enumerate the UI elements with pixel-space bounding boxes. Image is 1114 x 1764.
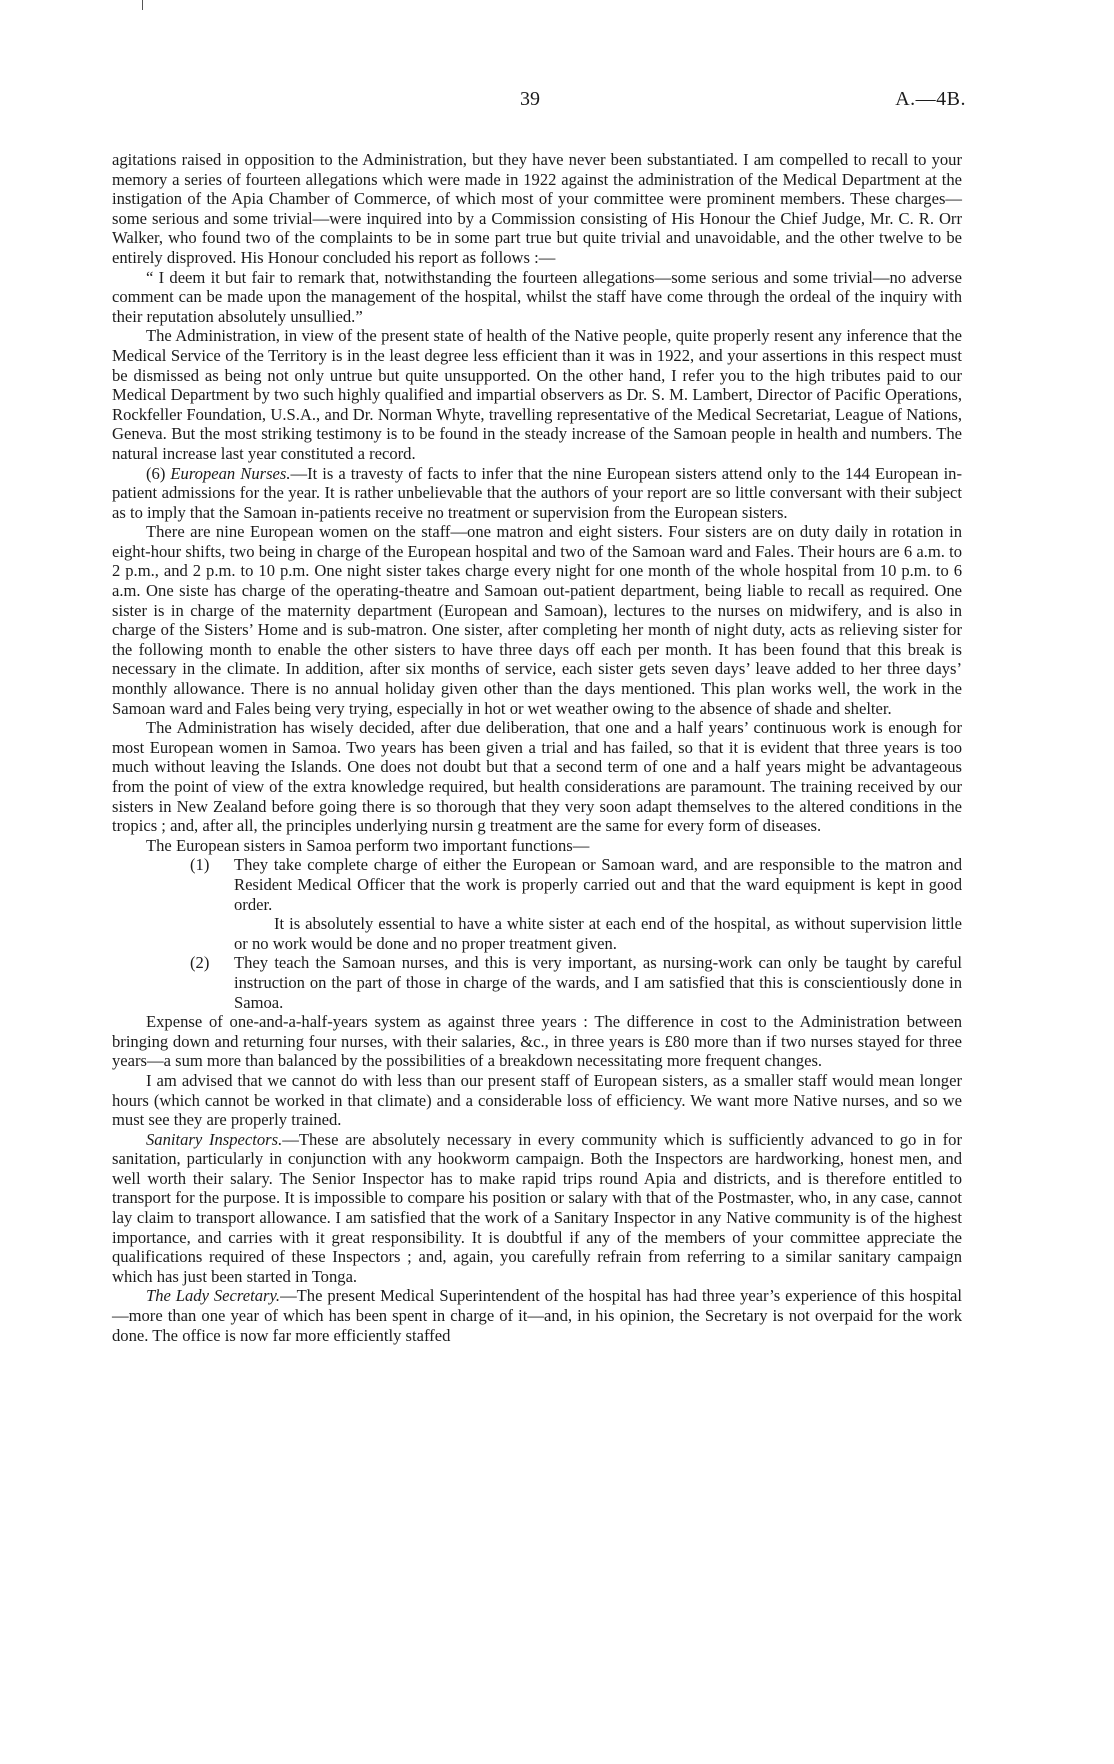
page-header [112, 0, 966, 150]
paragraph-european-nurses [112, 464, 962, 523]
paragraph-lady-secretary-text: —The present Medical Superintendent of the hospital has had three year’s experience of this hospital—more than one year of which has been spent in charge of it—and, in his opinion, the Secretary is not overpaid for the work done. The office is now far more efficiently staffed [112, 1286, 962, 1345]
document-page [112, 0, 966, 1345]
document-reference: A.—4B. [895, 88, 966, 110]
heading-sanitary-inspectors: Sanitary Inspectors. [146, 1129, 283, 1149]
body-text [112, 150, 962, 1345]
paragraph-european-nurses-text: —It is a travesty of facts to infer that the nine European sisters attend only to the 144 European in-patient admissions for the year. It is rather unbelievable that the authors of your report are so little conversant with their subject as to imply that the Samoan in-patients receive no treatment or supervision from the European sisters. [112, 463, 963, 522]
list-item-1-number: (1) [190, 855, 210, 875]
section-number: (6) [146, 463, 171, 483]
page-number: 39 [520, 88, 540, 110]
heading-european-nurses: European Nurses. [170, 463, 291, 483]
paragraph-administration-view: The Administration, in view of the present state of health of the Native people, quite properly resent any inference that the Medical Service of the Territory is in the least degree less efficient than it was in 1922, and your assertions in this respect must be dismissed as being not only untrue but quite unsupported. On the other hand, I refer you to the high tributes paid to our Medical Department by two such highly qualified and impartial observers as Dr. S. M. Lambert, Director of Pacific Operations, Rockfeller Foundation, U.S.A., and Dr. Norman Whyte, travelling representative of the Medical Secretariat, League of Nations, Geneva. But the most striking testimony is to be found in the steady increase of the Samoan people in health and numbers. The natural increase last year constituted a record. [112, 326, 962, 463]
paragraph-sanitary-inspectors-text: —These are absolutely necessary in every community which is sufficiently advanced to go in for sanitation, particularly in conjunction with any hookworm campaign. Both the Inspectors are hardworking, honest men, and well worth their salary. The Senior Inspector has to make rapid trips round Apia and districts, and is therefore entitled to transport for the purpose. It is impossible to compare his position or salary with that of the Postmaster, who, in any case, cannot lay claim to transport allowance. I am satisfied that the work of a Sanitary Inspector in any Native community is of the highest importance, and carries with it great responsibility. It is doubtful if any of the members of your committee appreciate the qualifications required of these Inspectors ; and, again, you carefully refrain from referring to a similar sanitary campaign which has just been started in Tonga. [112, 1129, 962, 1286]
paragraph-staff-needs: I am advised that we cannot do with less than our present staff of European sisters, as a smaller staff would mean longer hours (which cannot be worked in that climate) and a considerable loss of efficiency. We want more Native nurses, and so we must see they are properly trained. [112, 1070, 962, 1130]
paragraph-staff-rotation: There are nine European women on the staff—one matron and eight sisters. Four sisters are on duty daily in rotation in eight-hour shifts, two being in charge of the European hospital and two of the Samoan ward and Fales. Their hours are 6 a.m. to 2 p.m., and 2 p.m. to 10 p.m. One night sister takes charge every night for one month of the whole hospital from 10 p.m. to 6 a.m. One siste has charge of the operating-theatre and Samoan out-patient department, being liable to recall as required. One sister is in charge of the maternity department (European and Samoan), lectures to the nurses on midwifery, and is also in charge of the Sisters’ Home and is sub-matron. One sister, after completing her month of night duty, acts as relieving sister for the following month to enable the other sisters to have three days off each per month. It has been found that this break is necessary in the climate. In addition, after six months of service, each sister gets seven days’ leave added to her three days’ monthly allowance. There is no annual holiday given other than the days mentioned. This plan works well, the work in the Samoan ward and Fales being very trying, especially in hot or wet weather owing to the absence of shade and shelter. [112, 522, 962, 718]
list-item-1-text: They take complete charge of either the European or Samoan ward, and are responsible to the matron and Resident Medical Officer that the work is properly carried out and that the ward equipment is kept in good order. [234, 855, 962, 914]
paragraph-sanitary-inspectors [112, 1130, 962, 1287]
paragraph-service-terms: The Administration has wisely decided, after due deliberation, that one and a half years’ continuous work is enough for most European women in Samoa. Two years has been given a trial and has failed, so that it is evident that three years is too much without leaving the Islands. One does not doubt but that a second term of one and a half years might be advantageous from the point of view of the extra knowledge required, but health considerations are paramount. The training received by our sisters in New Zealand before going there is so thorough that they very soon adapt themselves to the altered conditions in the tropics ; and, after all, the principles underlying nursin g treatment are the same for every form of diseases. [112, 718, 962, 836]
list-item-1 [112, 855, 962, 914]
list-item-1-continuation: It is absolutely essential to have a white sister at each end of the hospital, as without supervision little or no work would be done and no proper treatment given. [234, 914, 962, 953]
paragraph-expense: Expense of one-and-a-half-years system as against three years : The difference in cost to the Administration between bringing down and returning four nurses, with their salaries, &c., in three years is £80 more than if two nurses stayed for three years—a sum more than balanced by the possibilities of a breakdown necessitating more frequent changes. [112, 1012, 962, 1071]
paragraph-agitations: agitations raised in opposition to the Administration, but they have never been substantiated. I am compelled to recall to your memory a series of fourteen allegations which were made in 1922 against the administration of the Medical Department at the instigation of the Apia Chamber of Commerce, of which most of your committee were prominent members. These charges—some serious and some trivial—were inquired into by a Commission consisting of His Honour the Chief Judge, Mr. C. R. Orr Walker, who found two of the complaints to be in some part true but quite trivial and unavoidable, and the other twelve to be entirely disproved. His Honour concluded his report as follows :— [112, 150, 962, 267]
paragraph-lady-secretary [112, 1286, 962, 1345]
heading-lady-secretary: The Lady Secretary. [146, 1286, 281, 1306]
paragraph-functions-intro: The European sisters in Samoa perform two important functions— [146, 835, 590, 855]
list-item-2 [112, 953, 962, 1012]
paragraph-quotation: “ I deem it but fair to remark that, notwithstanding the fourteen allegations—some serious and some trivial—no adverse comment can be made upon the management of the hospital, whilst the staff have come through the ordeal of the inquiry with their reputation absolutely unsullied.” [112, 267, 962, 326]
list-item-2-number: (2) [190, 953, 210, 973]
list-item-2-text: They teach the Samoan nurses, and this is very important, as nursing-work can only be taught by careful instruction on the part of those in charge of the wards, and I am satisfied that this is conscientiously done in Samoa. [234, 953, 962, 1012]
